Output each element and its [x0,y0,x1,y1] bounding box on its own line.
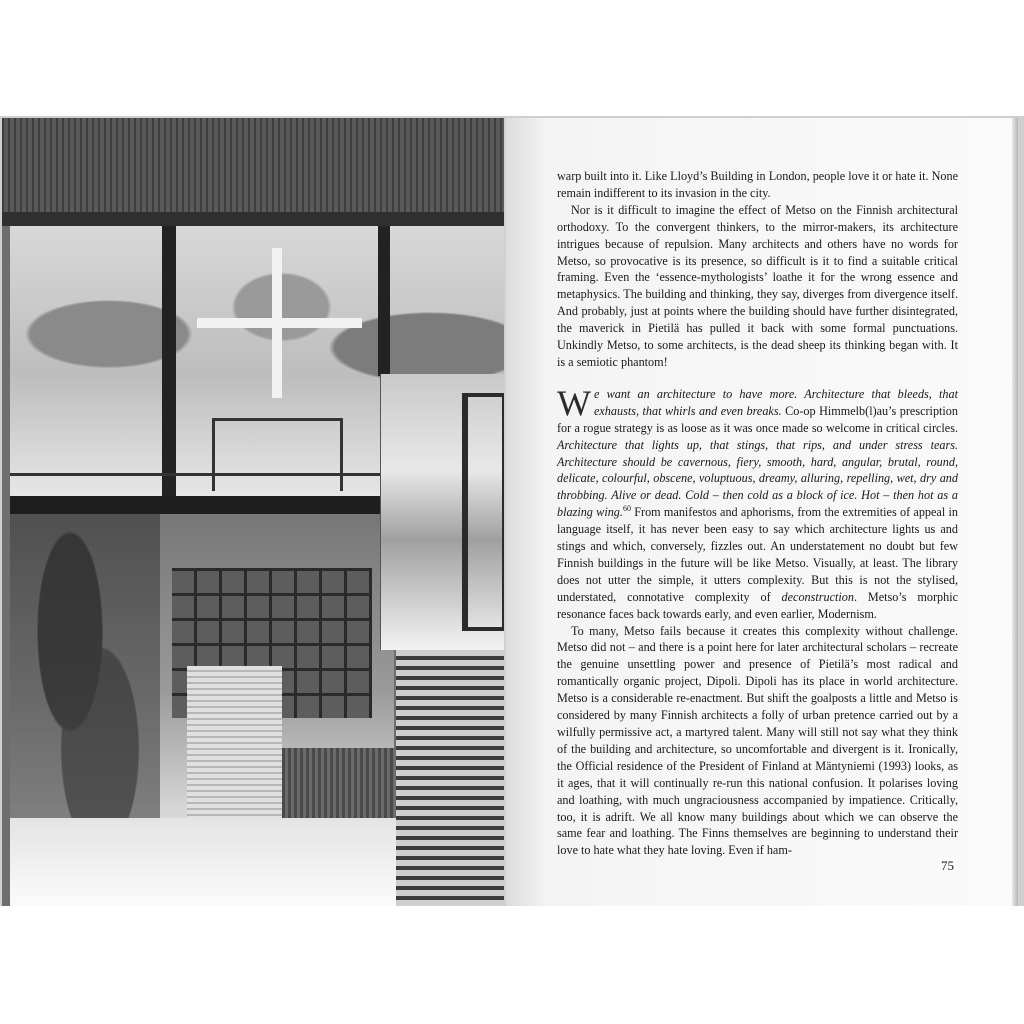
drop-cap: W [557,382,591,423]
paragraph: Nor is it difficult to imagine the effect of Metso on the Finnish architectural orthodoxy. To the convergent thinkers, to the mirror-makers, its architecture intrigues because of repulsion. Many architects and others have no words for Metso, so provocative is its presence, so difficult is it to find a suitable critical framing. Even the ‘essence-mythologists’ loathe it for the wrong essence and metaphysics. The building and thinking, they say, diverges from divergence itself. And probably, just at points where the building should have further disintegrated, the maverick in Pietilä has pulled it back with some formal punctuations. Unkindly Metso, to some architects, is the dead sheep its thinking began with. It is a semiotic phantom! [557,202,958,369]
wooden-fence [282,748,394,820]
body-text: . Metso’s morphic resonance faces back towards early, and even earlier, Modernism. [557,589,958,621]
paragraph: To many, Metso fails because it creates this complexity without challenge. Metso did not – and there is a point here for later architectural scholars – recreate the genuine unsettling power and presence of Pietilä’s most radical and romantically organic project, Dipoli. Dipoli has its place in world architecture. Metso is a considerable re-enactment. But shift the goalposts a little and Metso is considered by many Finnish architects a folly of urban pretence carried out by a wilfully permissive act, a martyred talent. Many will still not say what they think of the building and architecture, so uncomfortable and divergent is it. Ironically, the Official residence of the President of Finland at Mäntyniemi (1993) looks, as it ages, that it will continually re-run this national confusion. It polarises loving and loathing, with much ungraciousness accompanied by impatience. Critically, too, it is adrift. We all know many buildings about which we can observe the same fear and loathing. The Finns themselves are beginning to understand their love to hate what they hate loving. Even if ham- [557,623,958,858]
page-edge [1012,118,1018,906]
section-paragraph [557,382,958,623]
window-mullion [162,226,176,496]
altar-cross-horizontal [197,318,362,328]
corrugated-facade-photo [396,650,504,906]
body-text: From manifestos and aphorisms, from the extremities of appeal in language itself, it has never been easy to say which architecture lights us and stings and which, conversely, fizzles out. An understatement no doubt but few Finnish buildings in the future will be like Metso. Visually, at least. The library does not utter the simple, it utters complexity. But this is not the stylised, understated, connotative complexity of [557,505,958,604]
chapel-ceiling-photo [2,118,504,226]
window-mullion [378,226,390,376]
quote-attribution: Co-op Himmelb(l)au’s prescription for a rogue strategy is as loose as it was once made so welcome in critical circles. [557,403,958,435]
body-term: deconstruction [781,589,854,604]
quote-main: Architecture that lights up, that stings, that rips, and under stress tears. Architecture should be cavernous, fiery, smooth, hard, angular, brutal, round, delicate, colourful, obscene, voluptuous, dreamy, alluring, repelling, wet, dry and throbbing. Alive or dead. Cold – then cold as a block of ice. Hot – then hot as a blazing wing. [557,437,958,520]
text-column [557,168,958,859]
photo-collage-page [2,118,504,906]
text-page [506,118,1018,906]
footnote-marker: 60 [622,504,631,514]
altar-table [212,418,343,491]
page-number: 75 [941,858,954,873]
quote-lead: e want an architecture to have more. Architecture that bleeds, that exhausts, that whirls and even breaks. [593,386,958,418]
paragraph: warp built into it. Like Lloyd’s Building in London, people love it or hate it. None remain indifferent to its invasion in the city. [557,169,958,200]
steel-frame-detail [462,393,504,631]
